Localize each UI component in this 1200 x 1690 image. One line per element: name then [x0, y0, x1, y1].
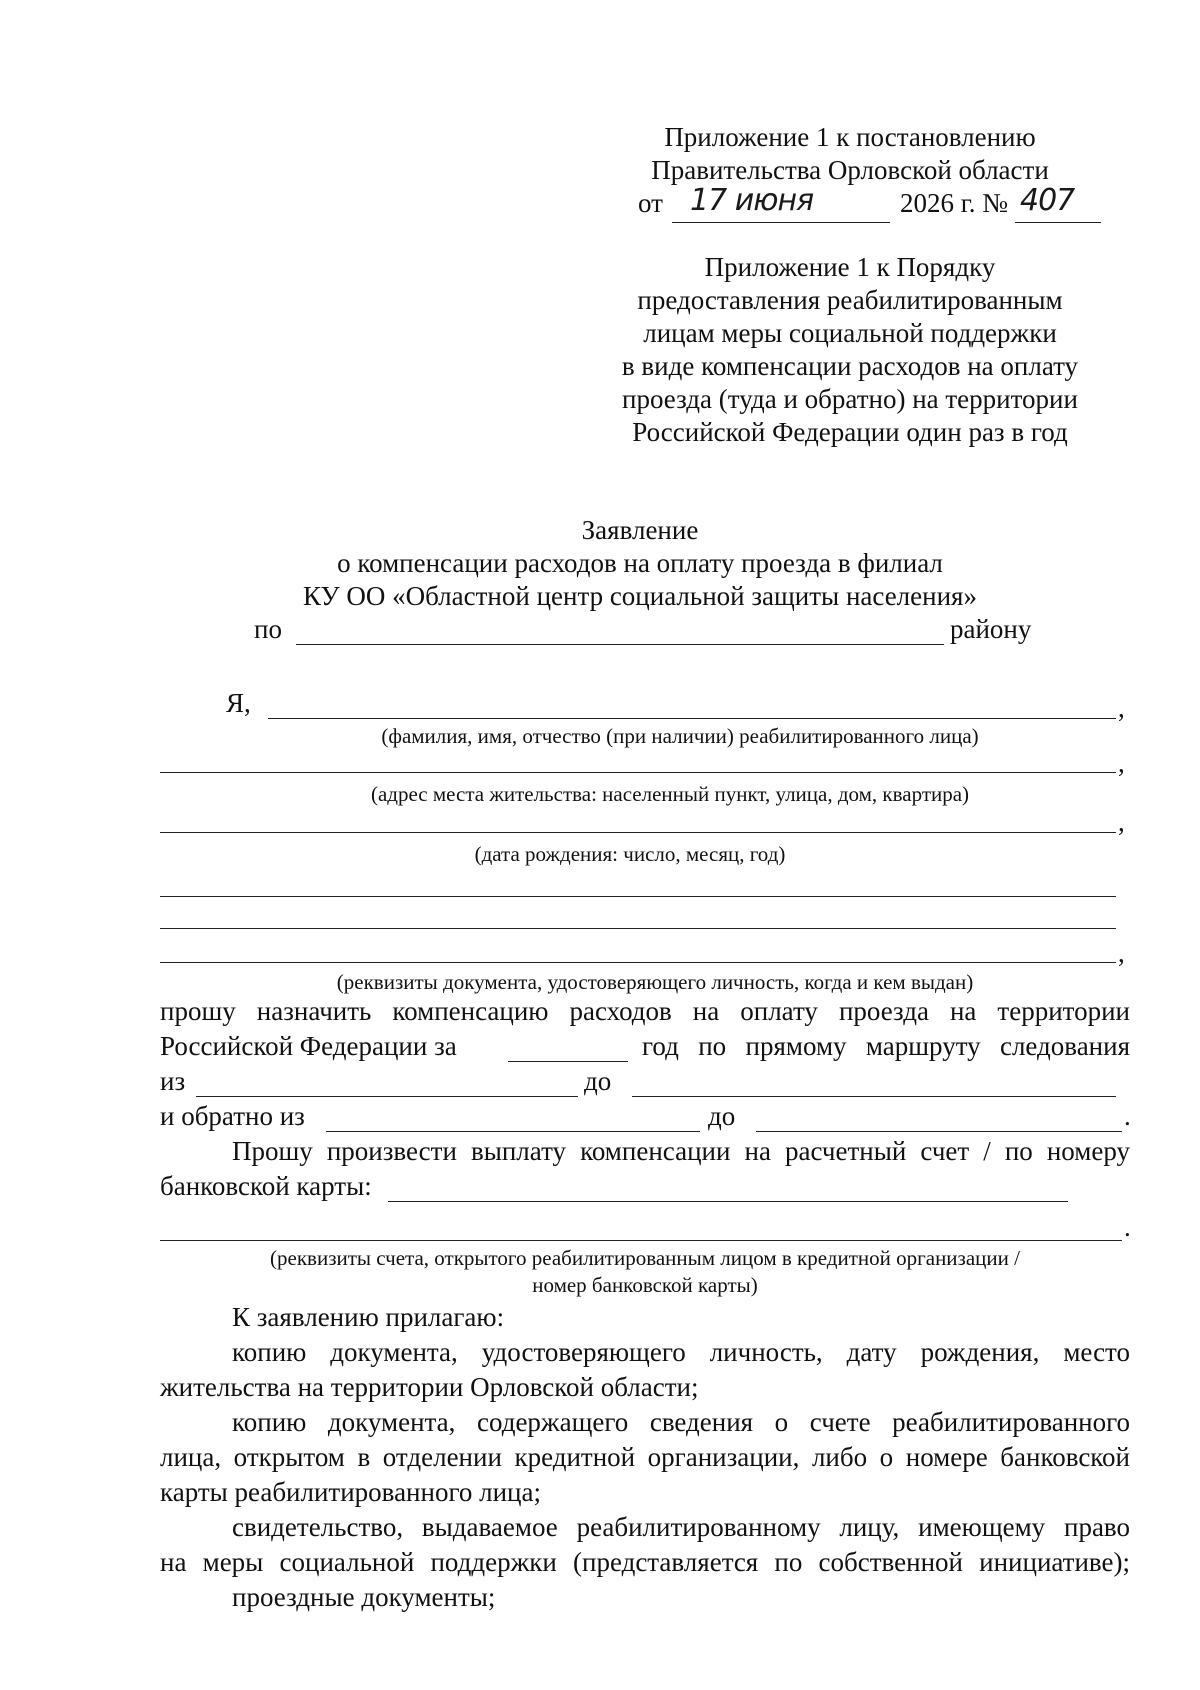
appendix-line: лицам меры социальной поддержки: [643, 318, 1057, 348]
do-label: до: [708, 1101, 736, 1131]
attachment-1-line-1: копию документа, удостоверяющего личность, дату рождения, место: [232, 1337, 1130, 1367]
back-from-label: и обратно из: [160, 1101, 305, 1131]
attachment-2-line-1: копию документа, содержащего сведения о счете реабилитированного: [232, 1407, 1130, 1437]
title-line-2: о компенсации расходов на оплату проезда в филиал: [337, 548, 943, 578]
attachment-3-line-1: свидетельство, выдаваемое реабилитированному лицу, имеющему право: [232, 1512, 1130, 1542]
comma-mark: ,: [1118, 807, 1125, 837]
address-field-line[interactable]: [160, 772, 1116, 773]
title-line-3: КУ ОО «Областной центр социальной защиты населения»: [303, 581, 977, 611]
comma-mark: ,: [1118, 693, 1125, 723]
id-field-line-1[interactable]: [160, 896, 1116, 897]
request-line-2a: Российской Федерации за: [160, 1031, 457, 1061]
id-field-line-3[interactable]: [160, 962, 1116, 963]
attachment-1-line-2: жительства на территории Орловской области;: [160, 1372, 699, 1402]
period-mark: .: [1124, 1101, 1131, 1131]
caption-fio: (фамилия, имя, отчество (при наличии) реабилитированного лица): [381, 724, 979, 748]
attachment-2-line-3: карты реабилитированного лица;: [160, 1477, 541, 1507]
birthdate-field-line[interactable]: [160, 832, 1116, 833]
attachment-2-line-2: лица, открытом в отделении кредитной организации, либо о номере банковской: [160, 1442, 1130, 1472]
fio-field-line[interactable]: [268, 718, 1116, 719]
attachment-3-line-2: на меры социальной поддержки (представляется по собственной инициативе);: [160, 1547, 1130, 1577]
period-mark: .: [1124, 1212, 1131, 1242]
do-label: до: [584, 1066, 612, 1096]
year-field-line[interactable]: [508, 1061, 628, 1062]
appendix-line: предоставления реабилитированным: [637, 285, 1063, 315]
handwritten-date: 17 июня: [690, 183, 814, 218]
account-field-line-2[interactable]: [160, 1240, 1122, 1241]
title-po: по: [254, 614, 282, 644]
caption-address: (адрес места жительства: населенный пункт, улица, дом, квартира): [370, 782, 970, 806]
iz-label: из: [160, 1066, 186, 1096]
caption-account-1: (реквизиты счета, открытого реабилитированным лицом в кредитной организации /: [270, 1246, 1020, 1270]
caption-account-2: номер банковской карты): [532, 1273, 758, 1297]
attachments-intro: К заявлению прилагаю:: [232, 1302, 505, 1332]
header-from-prefix: от: [638, 188, 663, 218]
appendix-line: проезда (туда и обратно) на территории: [622, 384, 1078, 414]
request-line-1: прошу назначить компенсацию расходов на оплату проезда на территории: [160, 996, 1130, 1026]
header-line-2: Правительства Орловской области: [651, 155, 1049, 185]
caption-id-document: (реквизиты документа, удостоверяющего личность, когда и кем выдан): [336, 970, 974, 994]
appendix-line: в виде компенсации расходов на оплату: [621, 351, 1079, 381]
number-blank-line: [1015, 222, 1101, 223]
comma-mark: ,: [1118, 748, 1125, 778]
header-line-1: Приложение 1 к постановлению: [664, 122, 1036, 152]
return-to-field-line[interactable]: [756, 1131, 1122, 1132]
appendix-line: Российской Федерации один раз в год: [632, 417, 1068, 447]
attachment-4: проездные документы;: [232, 1582, 496, 1612]
id-field-line-2[interactable]: [160, 928, 1116, 929]
account-field-line-1[interactable]: [388, 1201, 1068, 1202]
district-field-line[interactable]: [296, 644, 944, 645]
date-blank-line: [672, 222, 890, 223]
document-title: Заявление: [581, 515, 699, 545]
caption-birthdate: (дата рождения: число, месяц, год): [474, 842, 786, 866]
route-from-field-line[interactable]: [196, 1096, 578, 1097]
payment-line-1: Прошу произвести выплату компенсации на расчетный счет / по номеру: [232, 1136, 1130, 1166]
title-rayonu: району: [950, 614, 1032, 644]
appendix-line: Приложение 1 к Порядку: [704, 252, 996, 282]
route-to-field-line[interactable]: [632, 1096, 1116, 1097]
return-from-field-line[interactable]: [326, 1131, 700, 1132]
ya-label: Я,: [226, 688, 251, 718]
comma-mark: ,: [1118, 938, 1125, 968]
request-line-2b: год по прямому маршруту следования: [642, 1031, 1130, 1061]
handwritten-number: 407: [1020, 183, 1075, 218]
header-year-number: 2026 г. №: [900, 188, 1009, 218]
payment-line-2: банковской карты:: [160, 1171, 372, 1201]
